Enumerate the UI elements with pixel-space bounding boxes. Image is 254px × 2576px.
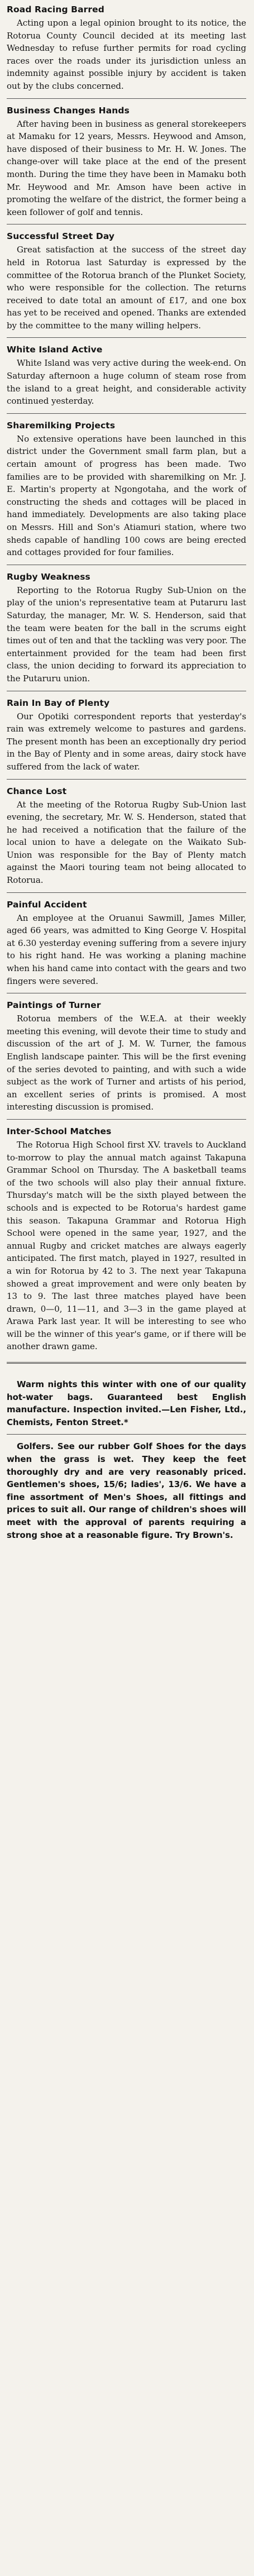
- article-headline: Rugby Weakness: [7, 571, 90, 582]
- article-paragraph: The Rotorua High School first XV. travels to Auckland to-morrow to play the annual match against Takapuna Grammar School on Thursday. The A basketball teams of the two schools will also play their annual fixture. Thursday's match will be the sixth played between the schools and is expected to be Rotorua's hardest game this season. Takapuna Grammar and Rotorua High School were opened in the same year, 1927, and the annual Rugby and cricket matches are always eagerly anticipated. The first match, played in 1927, resulted in a win for Rotorua by 42 to 3. The next year Takapuna showed a great improvement and were only beaten by 13 to 9. The last three matches played have been drawn, 0—0, 11—11, and 3—3 in the game played at Arawa Park last year. It will be interesting to see who will be the winner of this year's game, or if there will be another drawn game.: [7, 1139, 246, 1352]
- article-paragraph: Our Opotiki correspondent reports that yesterday's rain was extremely welcome to pastures and gardens. The present month has been an exceptionally dry period in the Bay of Plenty and in some areas, dairy stock have suffered from the lack of water.: [7, 711, 246, 772]
- article: [7, 899, 246, 988]
- article-headline: Road Racing Barred: [7, 4, 104, 15]
- column-divider: [7, 337, 246, 338]
- article-paragraph: Great satisfaction at the success of the street day held in Rotorua last Saturday is expressed by the committee of the Rotorua branch of the Plunket Society, who were responsible for the collection. The returns received to date total an amount of £17, and one box has yet to be received and opened. Thanks are extended by the committee to the many willing helpers.: [7, 245, 246, 331]
- article-headline: Chance Lost: [7, 786, 67, 796]
- article-headline: Business Changes Hands: [7, 105, 130, 116]
- advertisement: [7, 1378, 246, 1428]
- column-divider: [7, 1434, 246, 1435]
- column-divider: [7, 1119, 246, 1120]
- article-paragraph: After having been in business as general storekeepers at Mamaku for 12 years, Messrs. Heywood and Amson, have disposed of their business to Mr. H. W. Jones. The change-over will take place at the end of the present month. During the time they have been in Mamaku both Mr. Heywood and Mr. Amson have been active in promoting the welfare of the district, the former being a keen follower of golf and tennis.: [7, 118, 246, 217]
- advertisement-text: Warm nights this winter with one of our quality hot-water bags. Guaranteed best English manufacture. Inspection invited.—Len Fisher, Ltd., Chemists, Fenton Street.*: [7, 1379, 246, 1427]
- column-divider: [7, 779, 246, 780]
- article-paragraph: Rotorua members of the W.E.A. at their weekly meeting this evening, will devote their time to study and discussion of the art of J. M. W. Turner, the famous English landscape painter. This will be the first evening of the series devoted to painting, and with such a wide subject as the work of Turner and artists of his period, an excellent series of prints is promised. A most interesting discussion is promised.: [7, 1014, 246, 1112]
- advertisement: [7, 1440, 246, 1541]
- article-paragraph: White Island was very active during the week-end. On Saturday afternoon a huge column of steam rose from the island to a great height, and considerable activity continued yesterday.: [7, 358, 246, 407]
- article-headline: White Island Active: [7, 345, 103, 355]
- article-paragraph: An employee at the Oruanui Sawmill, James Miller, aged 66 years, was admitted to King George V. Hospital at 6.30 yesterday evening suffering from a severe injury to his right hand. He was working a planing machine when his hand came into contact with the gears and two fingers were severed.: [7, 912, 246, 986]
- article: [7, 785, 246, 887]
- article-headline: Inter-School Matches: [7, 1126, 112, 1136]
- article-headline: Rain In Bay of Plenty: [7, 697, 110, 708]
- article: [7, 571, 246, 685]
- column-divider: [7, 892, 246, 893]
- column-divider: [7, 413, 246, 414]
- article-paragraph: Reporting to the Rotorua Rugby Sub-Union on the play of the union's representative team at Putaruru last Saturday, the manager, Mr. W. S. Henderson, said that the team were beaten for the ball in the scrums eight times out of ten and that the tackling was very poor. The entertainment provided for the team had been first class, the union deciding to forward its appreciation to the Putaruru union.: [7, 585, 246, 684]
- article-paragraph: Acting upon a legal opinion brought to its notice, the Rotorua County Council decided at its meeting last Wednesday to refuse further permits for road cycling races over the roads under its jurisdiction unless an indemnity against possible injury by accident is taken out by the clubs concerned.: [7, 18, 246, 91]
- advertisement-text: Golfers. See our rubber Golf Shoes for the days when the grass is wet. They keep the feet thoroughly dry and are very reasonably priced. Gentlemen's shoes, 15/6; ladies', 13/6. We have a fine assortment of Men's Shoes, all fittings and prices to suit all. Our range of children's shoes will meet with the approval of parents requiring a strong shoe at a reasonable figure. Try Brown's.: [7, 1441, 246, 1540]
- article: [7, 3, 246, 93]
- article: [7, 104, 246, 219]
- article-paragraph: At the meeting of the Rotorua Rugby Sub-Union last evening, the secretary, Mr. W. S. Henderson, stated that he had received a notification that the failure of the local union to have a delegate on the Waikato Sub-Union was responsible for the Bay of Plenty match against the Maori touring team not being allocated to Rotorua.: [7, 799, 246, 886]
- column-divider: [7, 98, 246, 99]
- article-headline: Successful Street Day: [7, 231, 115, 242]
- article: [7, 230, 246, 332]
- article: [7, 697, 246, 773]
- article: [7, 999, 246, 1113]
- article: [7, 419, 246, 559]
- article-paragraph: No extensive operations have been launched in this district under the Government small farm plan, but a certain amount of progress has been made. Two families are to be provided with sharemilking on Mr. J. E. Martin's property at Ngongotaha, and the work of constructing the sheds and cottages will be placed in hand immediately. Developments are also taking place on Messrs. Hill and Son's Atiamuri station, where two sheds capable of handling 100 cows are being erected and cottages provided for four families.: [7, 433, 246, 558]
- column-divider: [7, 1362, 246, 1364]
- article-headline: Sharemilking Projects: [7, 420, 116, 431]
- article: [7, 343, 246, 407]
- article: [7, 1125, 246, 1353]
- article-headline: Painful Accident: [7, 899, 87, 910]
- article-headline: Paintings of Turner: [7, 1000, 101, 1011]
